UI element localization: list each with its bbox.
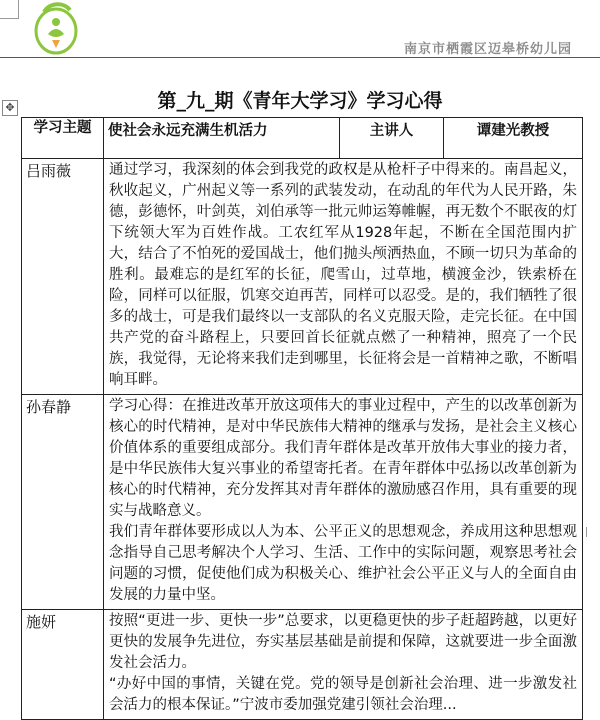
table-row (22, 610, 583, 720)
header-divider (0, 57, 600, 58)
study-notes-table (21, 117, 583, 720)
document-title: 第_九_期《青年大学习》学习心得 (157, 90, 443, 112)
table-header-row (22, 118, 583, 159)
header-speaker-label: 主讲人 (340, 118, 444, 159)
row-paragraph: 通过学习，我深刻的体会到我党的政权是从枪杆子中得来的。南昌起义，秋收起义，广州起义等一系列的武装发动，在动乱的年代为人民开路，朱德，彭德怀，叶剑英，刘伯承等一批元帅运筹帷幄，再无数个不眠夜的灯下统领大军为百姓作战。工农红军从1928年起，不断在全国范围内扩大，结合了不怕死的爱国战士，他们抛头颅洒热血，不顾一切只为革命的胜利。最难忘的是红军的长征，爬雪山，过草地，横渡金沙，铁索桥在险，同样可以征服，饥寒交迫再苦，同样可以忍受。是的，我们牺牲了很多的战士，可是我们最终以一支部队的名义克服天险，走完长征。在中国共产党的奋斗路程上，只要回首长征就点燃了一种精神，照亮了一个民族，我觉得，无论将来我们走到哪里，长征将会是一首精神之歌，不断唱响耳畔。 (109, 162, 577, 388)
row-name: 吕雨薇 (22, 159, 104, 395)
row-content[interactable] (104, 395, 583, 610)
row-paragraph: 学习心得：在推进改革开放这项伟大的事业过程中，产生的以改革创新为核心的时代精神，是对中华民族伟大精神的继承与发扬，是社会主义核心价值体系的重要组成部分。我们青年群体是改革开放伟大事业的接力者，是中华民族伟大复兴事业的希望寄托者。在青年群体中弘扬以改革创新为核心的时代精神，充分发挥其对青年群体的激励感召作用，具有重要的现实与战略意义。 (109, 398, 577, 519)
crop-mark (0, 0, 19, 19)
row-content[interactable] (104, 610, 583, 720)
table-row (22, 395, 583, 610)
header-topic-value: 使社会永远充满生机活力 (104, 118, 340, 159)
row-content[interactable] (104, 159, 583, 395)
school-name: 南京市栖霞区迈皋桥幼儿园 (403, 42, 572, 57)
margin-mark (586, 527, 595, 537)
row-paragraph: 按照“更进一步、更快一步”总要求，以更稳更快的步子赶超跨越，以更好更快的发展争先进位，夯实基层基础是前提和保障，这就要进一步全面激发社会活力。 (109, 613, 577, 671)
row-paragraph: “办好中国的事情，关键在党。党的领导是创新社会治理、进一步激发社会活力的根本保证。”宁波市委加强党建引领社会治理... (109, 676, 577, 713)
header-speaker-value: 谭建光教授 (444, 118, 583, 159)
row-paragraph: 我们青年群体要形成以人为本、公平正义的思想观念，养成用这种思想观念指导自己思考解决个人学习、生活、工作中的实际问题，观察思考社会问题的习惯，促使他们成为积极关心、维护社会公平正义与人的全面自由发展的力量中坚。 (109, 524, 577, 603)
row-name: 施妍 (22, 610, 104, 720)
table-move-handle-icon[interactable]: ✥ (2, 100, 18, 116)
table-row (22, 159, 583, 395)
row-name: 孙春静 (22, 395, 104, 610)
kindergarten-logo (30, 0, 84, 60)
header-study-topic-label: 学习主题 (22, 118, 104, 159)
